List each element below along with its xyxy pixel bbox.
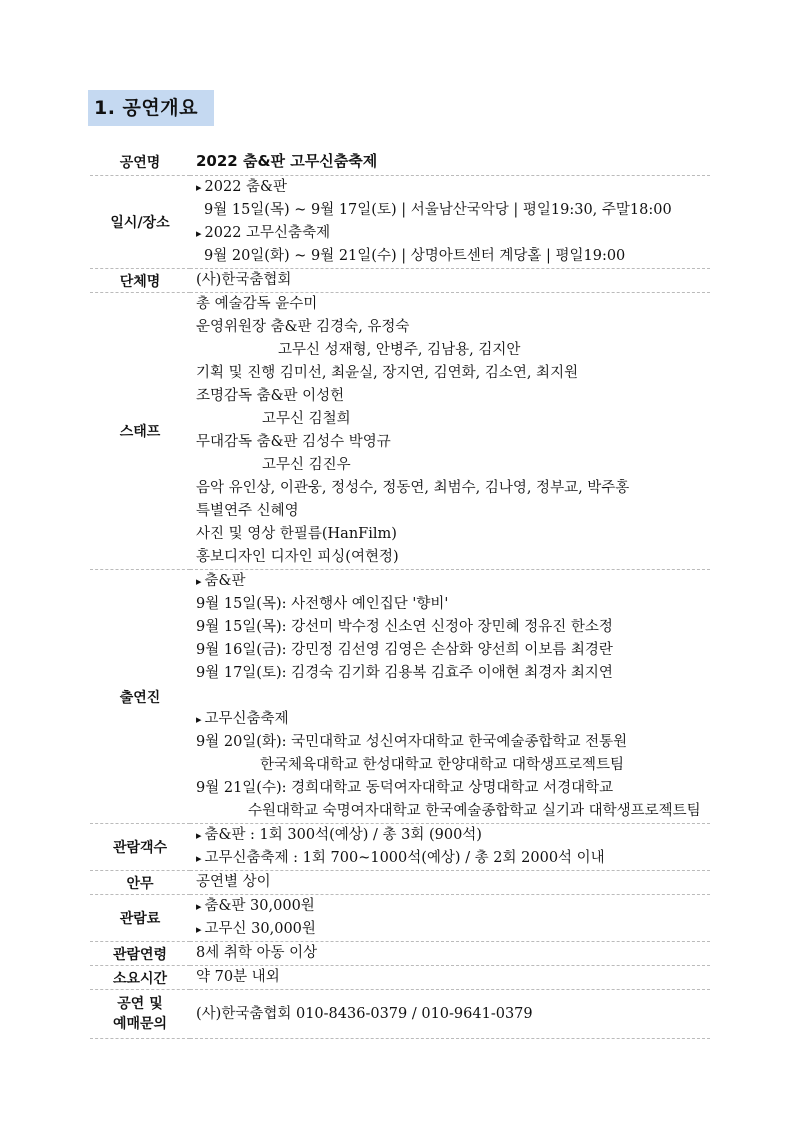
spacer — [196, 685, 710, 708]
fee-item: ▸ 춤&판 30,000원 — [196, 895, 710, 918]
row-performers — [90, 570, 710, 824]
fee-item: ▸ 고무신 30,000원 — [196, 918, 710, 941]
performers-section-2-name: ▸ 고무신춤축제 — [196, 708, 710, 731]
label-fee: 관람료 — [90, 895, 190, 942]
staff-line: 고무신 성재형, 안병주, 김남용, 김지안 — [278, 342, 521, 358]
label-staff: 스태프 — [90, 293, 190, 570]
label-audience: 관람객수 — [90, 824, 190, 871]
label-duration: 소요시간 — [90, 966, 190, 990]
row-choreo — [90, 871, 710, 895]
performer-line: 9월 17일(토): 김경숙 김기화 김용복 김효주 이애현 최경자 최지연 — [196, 665, 613, 681]
staff-line: 홍보디자인 디자인 피싱(여현정) — [196, 549, 399, 565]
label-choreo: 안무 — [90, 871, 190, 895]
performer-line: 9월 16일(금): 강민정 김선영 김영은 손삼화 양선희 이보름 최경란 — [196, 642, 613, 658]
value-duration: 약 70분 내외 — [196, 969, 280, 985]
performance-info-table — [90, 148, 710, 1039]
row-staff — [90, 293, 710, 570]
staff-line: 무대감독 춤&판 김성수 박영규 — [196, 434, 391, 450]
label-age: 관람연령 — [90, 942, 190, 966]
performer-line: 9월 21일(수): 경희대학교 동덕여자대학교 상명대학교 서경대학교 — [196, 780, 614, 796]
label-contact — [90, 990, 190, 1039]
performer-line: 9월 20일(화): 국민대학교 성신여자대학교 한국예술종합학교 전통원 — [196, 734, 628, 750]
row-age — [90, 942, 710, 966]
schedule-item-2-detail: 9월 20일(화) ~ 9월 21일(수) | 상명아트센터 계당홀 | 평일19:00 — [204, 248, 626, 264]
staff-line: 사진 및 영상 한필름(HanFilm) — [196, 526, 397, 542]
performer-line: 9월 15일(목): 사전행사 예인집단 '향비' — [196, 596, 449, 612]
performers-section-1-name: ▸ 춤&판 — [196, 570, 710, 593]
staff-line: 특별연주 신혜영 — [196, 503, 299, 519]
audience-item: ▸ 춤&판 : 1회 300석(예상) / 총 3회 (900석) — [196, 824, 710, 847]
label-contact-line1: 공연 및 — [117, 996, 163, 1012]
staff-line: 음악 유인상, 이관웅, 정성수, 정동연, 최범수, 김나영, 정부교, 박주홍 — [196, 480, 630, 496]
value-group: (사)한국춤협회 — [196, 272, 292, 288]
staff-line: 운영위원장 춤&판 김경숙, 유정숙 — [196, 319, 410, 335]
performer-line: 수원대학교 숙명여자대학교 한국예술종합학교 실기과 대학생프로젝트팀 — [248, 803, 701, 819]
staff-line: 조명감독 춤&판 이성헌 — [196, 388, 345, 404]
row-group — [90, 269, 710, 293]
staff-line: 고무신 김진우 — [262, 457, 351, 473]
row-contact — [90, 990, 710, 1039]
value-contact: (사)한국춤협회 010-8436-0379 / 010-9641-0379 — [196, 1005, 533, 1022]
performer-line: 한국체육대학교 한성대학교 한양대학교 대학생프로젝트팀 — [260, 757, 625, 773]
row-schedule — [90, 176, 710, 269]
staff-line: 고무신 김철희 — [262, 411, 351, 427]
schedule-item-1-detail: 9월 15일(목) ~ 9월 17일(토) | 서울남산국악당 | 평일19:30, 주말18:00 — [204, 202, 672, 218]
label-title: 공연명 — [90, 148, 190, 176]
section-title: 1. 공연개요 — [88, 90, 214, 126]
performer-line: 9월 15일(목): 강선미 박수정 신소연 신정아 장민혜 정유진 한소정 — [196, 619, 613, 635]
staff-line: 기획 및 진행 김미선, 최윤실, 장지연, 김연화, 김소연, 최지원 — [196, 365, 579, 381]
label-contact-line2: 예매문의 — [112, 1016, 168, 1032]
row-audience — [90, 824, 710, 871]
label-schedule: 일시/장소 — [90, 176, 190, 269]
value-age: 8세 취학 아동 이상 — [196, 945, 318, 961]
label-group: 단체명 — [90, 269, 190, 293]
audience-item: ▸ 고무신춤축제 : 1회 700~1000석(예상) / 총 2회 2000석 이내 — [196, 847, 710, 870]
row-duration — [90, 966, 710, 990]
value-choreo: 공연별 상이 — [196, 874, 271, 890]
row-title — [90, 148, 710, 176]
schedule-item-2-name: ▸ 2022 고무신춤축제 — [196, 222, 710, 245]
staff-line: 총 예술감독 윤수미 — [196, 296, 318, 312]
schedule-item-1-name: ▸ 2022 춤&판 — [196, 176, 710, 199]
row-fee — [90, 895, 710, 942]
value-title: 2022 춤&판 고무신춤축제 — [196, 152, 378, 170]
label-performers: 출연진 — [90, 570, 190, 824]
